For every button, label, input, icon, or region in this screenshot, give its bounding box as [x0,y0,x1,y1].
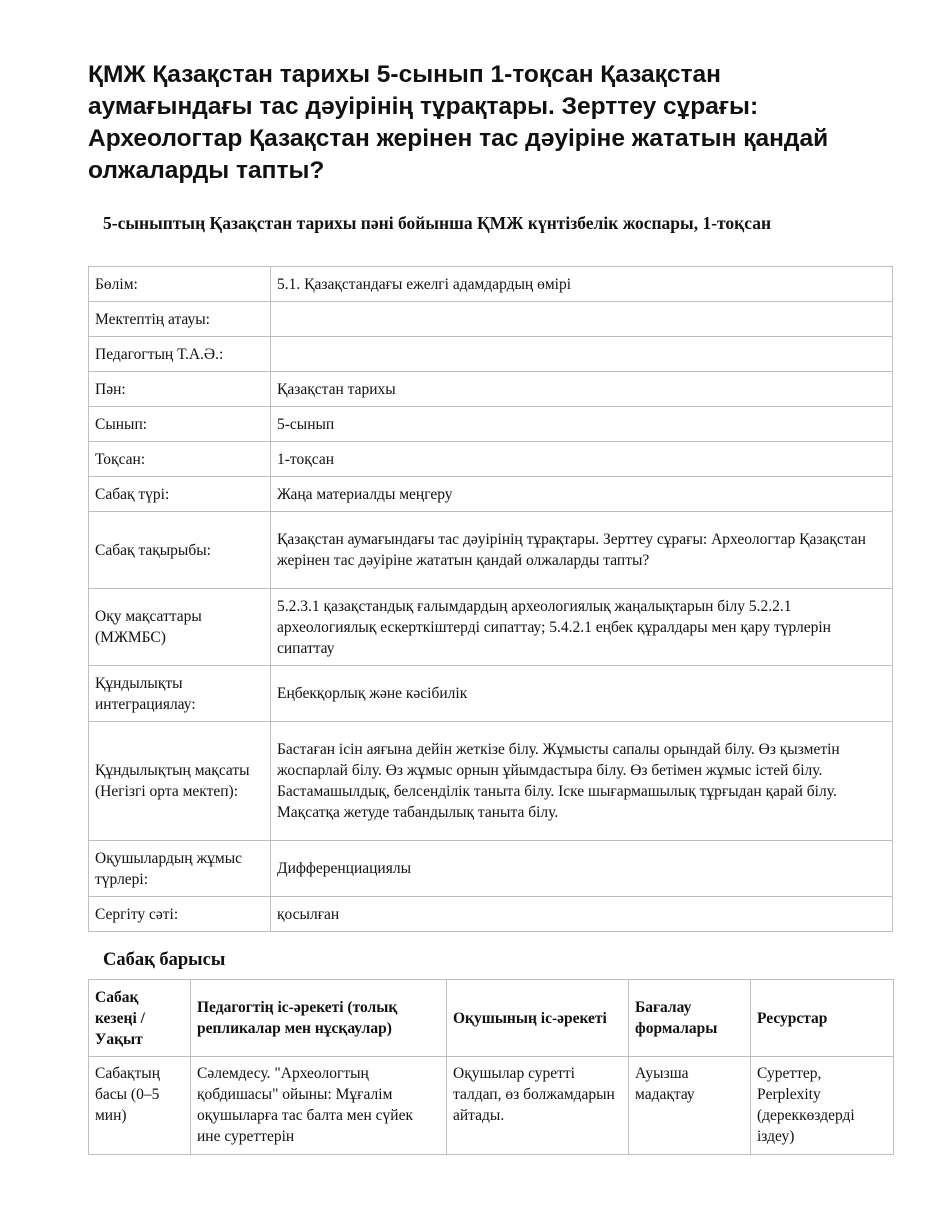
lesson-header-cell: Оқушының іс-әрекеті [447,980,629,1057]
lesson-cell: Суреттер, Perplexity (дереккөздерді іздеу) [751,1057,894,1155]
lesson-info-table [88,266,893,932]
info-label: Құндылықтың мақсаты (Негізгі орта мектеп): [89,722,271,841]
info-value: 5.2.3.1 қазақстандық ғалымдардың археологиялық жаңалықтарын білу 5.2.2.1 археологиялық ескерткіштерді сипаттау; 5.4.2.1 еңбек құралдары мен қару түрлерін сипаттау [271,589,893,666]
info-row [89,841,893,897]
info-label: Мектептің атауы: [89,302,271,337]
info-label: Бөлім: [89,267,271,302]
info-label: Сергіту сәті: [89,897,271,932]
info-label: Сабақ тақырыбы: [89,512,271,589]
info-row [89,442,893,477]
lesson-header-cell: Педагогтің іс-әрекеті (толық репликалар мен нұсқаулар) [191,980,447,1057]
info-label: Сабақ түрі: [89,477,271,512]
info-value [271,337,893,372]
lesson-header-cell: Бағалау формалары [629,980,751,1057]
info-row [89,666,893,722]
info-value: Еңбекқорлық және кәсібилік [271,666,893,722]
info-value: 5-сынып [271,407,893,442]
info-row [89,589,893,666]
info-row [89,477,893,512]
info-value: Қазақстан тарихы [271,372,893,407]
lesson-cell: Ауызша мадақтау [629,1057,751,1155]
info-label: Сынып: [89,407,271,442]
info-row [89,897,893,932]
lesson-row [89,1057,894,1155]
info-value [271,302,893,337]
plan-subtitle: 5-сыныптың Қазақстан тарихы пәні бойынша ҚМЖ күнтізбелік жоспары, 1-тоқсан [103,213,772,233]
lesson-progress-title: Сабақ барысы [103,950,226,970]
info-row [89,722,893,841]
info-value: Жаңа материалды меңгеру [271,477,893,512]
info-row [89,302,893,337]
info-label: Құндылықты интеграциялау: [89,666,271,722]
info-row [89,372,893,407]
info-value: 5.1. Қазақстандағы ежелгі адамдардың өмірі [271,267,893,302]
info-value: Бастаған ісін аяғына дейін жеткізе білу. Жұмысты сапалы орындай білу. Өз қызметін жоспарлай білу. Өз жұмыс орнын ұйымдастыра білу. Өз бетімен жұмыс істей білу. Бастамашылдық, белсенділік таныта білу. Іске шығармашылық тұрғыдан қарай білу. Мақсатқа жетуде табандылық таныта білу. [271,722,893,841]
lesson-header-cell: Ресурстар [751,980,894,1057]
lesson-cell: Сабақтың басы (0–5 мин) [89,1057,191,1155]
info-label: Педагогтың Т.А.Ә.: [89,337,271,372]
info-value: Дифференциациялы [271,841,893,897]
info-label: Тоқсан: [89,442,271,477]
lesson-header-cell: Сабақ кезеңі / Уақыт [89,980,191,1057]
lesson-cell: Оқушылар суретті талдап, өз болжамдарын айтады. [447,1057,629,1155]
lesson-progress-table [88,979,894,1155]
lesson-header-row [89,980,894,1057]
info-label: Пән: [89,372,271,407]
page-title: ҚМЖ Қазақстан тарихы 5-сынып 1-тоқсан Қазақстан аумағындағы тас дәуірінің тұрақтары. Зерттеу сұрағы: Археологтар Қазақстан жерінен тас дәуіріне жататын қандай олжаларды тапты? [88,61,829,184]
info-value: қосылған [271,897,893,932]
info-row [89,407,893,442]
info-label: Оқу мақсаттары (МЖМБС) [89,589,271,666]
info-row [89,512,893,589]
info-row [89,267,893,302]
info-label: Оқушылардың жұмыс түрлері: [89,841,271,897]
info-value: 1-тоқсан [271,442,893,477]
info-value: Қазақстан аумағындағы тас дәуірінің тұрақтары. Зерттеу сұрағы: Археологтар Қазақстан жерінен тас дәуіріне жататын қандай олжаларды тапты? [271,512,893,589]
lesson-cell: Сәлемдесу. "Археологтың қобдишасы" ойыны: Мұғалім оқушыларға тас балта мен сүйек ине суреттерін [191,1057,447,1155]
info-row [89,337,893,372]
